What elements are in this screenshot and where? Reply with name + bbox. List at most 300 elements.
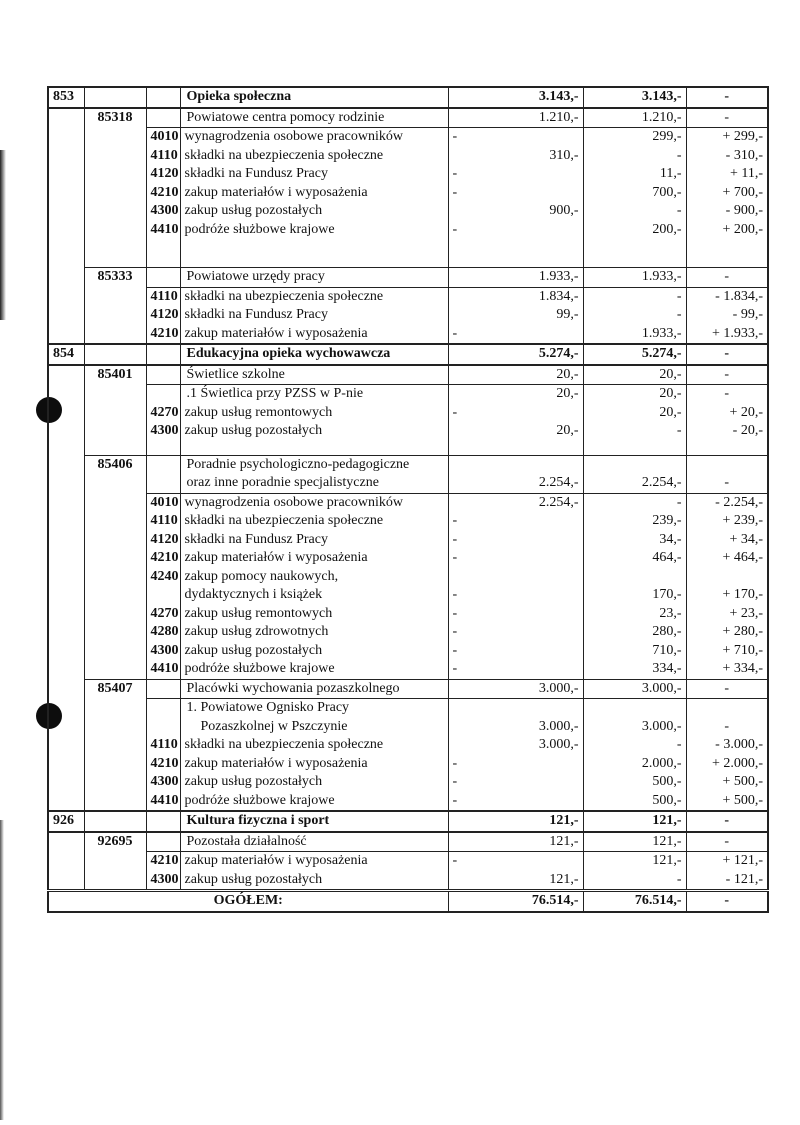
dzial-name: Kultura fizyczna i sport [180,811,448,832]
empty-cell [146,679,180,699]
rozdzial-code: 85407 [84,679,146,699]
empty-cell [48,531,84,550]
empty-cell [84,87,146,108]
empty-cell [48,512,84,531]
empty-cell [146,239,180,253]
empty-cell [48,773,84,792]
empty-cell [84,512,146,531]
budget-table-body [48,87,768,912]
dzial-code: 854 [48,344,84,365]
empty-cell [48,165,84,184]
empty-cell [84,718,146,737]
empty-cell [180,253,448,268]
amount-before: - [448,605,583,624]
paragraph-row [48,549,768,568]
paragraph-code: 4010 [146,493,180,512]
scan-edge-shadow [0,150,6,320]
empty-cell [146,344,180,365]
paragraph-row [48,202,768,221]
paragraph-code: 4300 [146,202,180,221]
amount-change: - [686,811,768,832]
total-row [48,891,768,912]
amount-change: + 239,- [686,512,768,531]
paragraph-name: zakup usług pozostałych [180,773,448,792]
amount-after: 1.210,- [583,108,686,128]
empty-cell [146,385,180,404]
amount-before: 121,- [448,832,583,852]
amount-before: - [448,512,583,531]
paragraph-code: 4410 [146,221,180,240]
empty-cell [48,852,84,871]
empty-cell [48,699,84,718]
paragraph-name: zakup materiałów i wyposażenia [180,325,448,345]
empty-cell [48,586,84,605]
amount-change: + 299,- [686,128,768,147]
paragraph-code: 4210 [146,325,180,345]
amount-before: 900,- [448,202,583,221]
amount-after: 1.933,- [583,325,686,345]
amount-after: 3.000,- [583,679,686,699]
amount-change: - [686,718,768,737]
amount-before: - [448,128,583,147]
paragraph-row [48,736,768,755]
paragraph-row [48,623,768,642]
paragraph-code: 4110 [146,147,180,166]
amount-before: 20,- [448,422,583,441]
amount-after: 280,- [583,623,686,642]
paragraph-row [48,404,768,423]
paragraph-code: 4280 [146,623,180,642]
amount-before: - [448,642,583,661]
empty-cell [48,325,84,345]
empty-cell [48,736,84,755]
total-before: 76.514,- [448,891,583,912]
empty-cell [84,568,146,587]
paragraph-row [48,605,768,624]
empty-cell [84,325,146,345]
amount-after [583,699,686,718]
paragraph-code: 4010 [146,128,180,147]
empty-cell [48,365,84,385]
paragraph-name: składki na Fundusz Pracy [180,165,448,184]
dzial-row [48,811,768,832]
empty-cell [146,441,180,456]
scan-edge-shadow [0,820,4,1120]
empty-cell [84,287,146,306]
amount-before: 121,- [448,871,583,891]
amount-after: - [583,287,686,306]
empty-cell [48,660,84,679]
amount-before: - [448,660,583,679]
empty-cell [84,852,146,871]
paragraph-row [48,147,768,166]
empty-cell [48,108,84,128]
empty-cell [180,441,448,456]
empty-cell [146,474,180,493]
paragraph-name: podróże służbowe krajowe [180,221,448,240]
amount-change: + 121,- [686,852,768,871]
paragraph-name: zakup pomocy naukowych, [180,568,448,587]
empty-cell [448,253,583,268]
empty-cell [48,679,84,699]
rozdzial-name-cont: oraz inne poradnie specjalistyczne [180,474,448,493]
amount-change: + 34,- [686,531,768,550]
rozdzial-name: Pozostała działalność [180,832,448,852]
amount-before: 3.000,- [448,718,583,737]
paragraph-name: składki na ubezpieczenia społeczne [180,512,448,531]
empty-cell [146,718,180,737]
empty-cell [84,660,146,679]
amount-after: - [583,306,686,325]
paragraph-name: wynagrodzenia osobowe pracowników [180,493,448,512]
paragraph-code: 4110 [146,512,180,531]
paragraph-row [48,493,768,512]
amount-before: - [448,184,583,203]
empty-cell [48,474,84,493]
empty-cell [48,493,84,512]
empty-cell [146,811,180,832]
budget-table [47,86,769,913]
amount-change: - [686,365,768,385]
paragraph-code: 4410 [146,792,180,812]
empty-cell [48,385,84,404]
amount-after: - [583,493,686,512]
total-label: OGÓŁEM: [48,891,448,912]
rozdzial-row [48,679,768,699]
empty-cell [48,549,84,568]
amount-change: - 900,- [686,202,768,221]
empty-cell [84,385,146,404]
paragraph-name: składki na Fundusz Pracy [180,531,448,550]
amount-after: 121,- [583,852,686,871]
rozdzial-code: 85406 [84,455,146,474]
paragraph-code: 4110 [146,287,180,306]
rozdzial-name: Powiatowe urzędy pracy [180,268,448,288]
empty-cell [84,147,146,166]
paragraph-row [48,642,768,661]
empty-cell [48,184,84,203]
paragraph-code: 4300 [146,773,180,792]
rozdzial-name: Poradnie psychologiczno-pedagogiczne [180,455,448,474]
amount-after: - [583,147,686,166]
empty-cell [48,306,84,325]
dzial-row [48,344,768,365]
amount-before: - [448,755,583,774]
paragraph-name: zakup usług pozostałych [180,202,448,221]
amount-change: + 500,- [686,773,768,792]
empty-cell [84,422,146,441]
empty-cell [48,832,84,852]
empty-cell [84,184,146,203]
paragraph-name: składki na ubezpieczenia społeczne [180,736,448,755]
amount-after: 700,- [583,184,686,203]
empty-cell [84,736,146,755]
amount-after: 239,- [583,512,686,531]
paragraph-code: 4300 [146,871,180,891]
dzial-code: 926 [48,811,84,832]
empty-cell [84,792,146,812]
paragraph-row [48,165,768,184]
paragraph-row [48,128,768,147]
paragraph-name: zakup usług pozostałych [180,871,448,891]
amount-before: 121,- [448,811,583,832]
paragraph-name: zakup usług pozostałych [180,642,448,661]
amount-after: - [583,736,686,755]
rozdzial-row [48,832,768,852]
paragraph-row [48,287,768,306]
empty-cell [583,239,686,253]
dzial-code: 853 [48,87,84,108]
amount-change: + 464,- [686,549,768,568]
amount-change: + 710,- [686,642,768,661]
amount-before: 1.210,- [448,108,583,128]
empty-cell [84,493,146,512]
empty-cell [84,699,146,718]
amount-change: + 500,- [686,792,768,812]
empty-cell [146,253,180,268]
amount-change: + 23,- [686,605,768,624]
paragraph-name: zakup usług remontowych [180,404,448,423]
rozdzial-code: 85333 [84,268,146,288]
amount-after: 334,- [583,660,686,679]
empty-cell [48,718,84,737]
empty-cell [146,455,180,474]
empty-cell [48,441,84,456]
amount-before: - [448,623,583,642]
empty-cell [84,128,146,147]
amount-before: 2.254,- [448,474,583,493]
paragraph-row [48,306,768,325]
empty-cell [84,221,146,240]
empty-cell [583,441,686,456]
amount-after: 20,- [583,385,686,404]
paragraph-row [48,660,768,679]
empty-cell [146,699,180,718]
paragraph-name: składki na ubezpieczenia społeczne [180,287,448,306]
rozdzial-name: Świetlice szkolne [180,365,448,385]
subunit-name: 1. Powiatowe Ognisko Pracy [180,699,448,718]
amount-before: 99,- [448,306,583,325]
empty-cell [583,253,686,268]
empty-cell [146,586,180,605]
empty-cell [84,871,146,891]
subunit-row [48,385,768,404]
empty-cell [146,108,180,128]
empty-cell [84,306,146,325]
amount-before: 1.834,- [448,287,583,306]
amount-change: - [686,474,768,493]
paragraph-name: zakup usług pozostałych [180,422,448,441]
amount-before: - [448,549,583,568]
empty-cell [84,165,146,184]
amount-change: - [686,108,768,128]
amount-change: - [686,268,768,288]
empty-cell [48,253,84,268]
empty-cell [48,605,84,624]
amount-after: 170,- [583,586,686,605]
paragraph-row [48,531,768,550]
amount-change: - 121,- [686,871,768,891]
amount-change [686,699,768,718]
amount-change: - [686,832,768,852]
amount-before: - [448,773,583,792]
dzial-name: Edukacyjna opieka wychowawcza [180,344,448,365]
paragraph-name: zakup usług zdrowotnych [180,623,448,642]
empty-cell [84,623,146,642]
paragraph-code: 4110 [146,736,180,755]
empty-cell [448,441,583,456]
amount-change: + 280,- [686,623,768,642]
amount-before: 3.000,- [448,679,583,699]
amount-after: 3.000,- [583,718,686,737]
amount-after: 500,- [583,773,686,792]
empty-cell [146,268,180,288]
rozdzial-name: Powiatowe centra pomocy rodzinie [180,108,448,128]
paragraph-name: zakup materiałów i wyposażenia [180,852,448,871]
amount-after [583,568,686,587]
empty-cell [48,147,84,166]
paragraph-code: 4240 [146,568,180,587]
amount-before: - [448,792,583,812]
empty-cell [48,128,84,147]
amount-before: - [448,165,583,184]
amount-after: 121,- [583,811,686,832]
empty-cell [686,253,768,268]
paragraph-code: 4120 [146,306,180,325]
amount-before: - [448,325,583,345]
amount-after: 500,- [583,792,686,812]
amount-change: + 20,- [686,404,768,423]
amount-change: - 2.254,- [686,493,768,512]
amount-change: - [686,344,768,365]
empty-cell [48,623,84,642]
empty-cell [84,344,146,365]
amount-change: + 1.933,- [686,325,768,345]
paragraph-name: zakup materiałów i wyposażenia [180,549,448,568]
empty-cell [48,871,84,891]
empty-cell [84,474,146,493]
empty-cell [84,239,146,253]
rozdzial-row [48,365,768,385]
amount-after: 2.254,- [583,474,686,493]
rozdzial-name: Placówki wychowania pozaszkolnego [180,679,448,699]
amount-after [583,455,686,474]
subunit-name-cont: Pozaszkolnej w Pszczynie [180,718,448,737]
empty-cell [48,404,84,423]
paragraph-name: zakup materiałów i wyposażenia [180,755,448,774]
paragraph-name: zakup usług remontowych [180,605,448,624]
amount-before: 1.933,- [448,268,583,288]
empty-cell [84,605,146,624]
dzial-name: Opieka społeczna [180,87,448,108]
amount-after: 20,- [583,404,686,423]
amount-before: - [448,221,583,240]
paragraph-row [48,221,768,240]
empty-cell [84,253,146,268]
paragraph-row [48,325,768,345]
empty-cell [84,642,146,661]
paragraph-row-cont [48,586,768,605]
empty-cell [146,365,180,385]
amount-before: 20,- [448,365,583,385]
paragraph-code: 4300 [146,422,180,441]
paragraph-code: 4120 [146,531,180,550]
empty-cell [84,586,146,605]
dzial-row [48,87,768,108]
amount-change: + 11,- [686,165,768,184]
empty-cell [448,239,583,253]
amount-before [448,568,583,587]
amount-change: - 99,- [686,306,768,325]
empty-cell [686,441,768,456]
paragraph-row [48,422,768,441]
amount-change: - 310,- [686,147,768,166]
amount-change: + 2.000,- [686,755,768,774]
amount-after: 710,- [583,642,686,661]
subunit-name: .1 Świetlica przy PZSS w P-nie [180,385,448,404]
amount-after: 11,- [583,165,686,184]
paragraph-code: 4300 [146,642,180,661]
amount-before: 3.143,- [448,87,583,108]
empty-cell [48,422,84,441]
amount-change: - [686,87,768,108]
paragraph-row [48,792,768,812]
amount-after: 3.143,- [583,87,686,108]
paragraph-name: podróże służbowe krajowe [180,660,448,679]
amount-after: 121,- [583,832,686,852]
amount-before: 20,- [448,385,583,404]
paragraph-code: 4210 [146,184,180,203]
paragraph-row [48,773,768,792]
paragraph-name-cont: dydaktycznych i książek [180,586,448,605]
amount-after: - [583,422,686,441]
amount-before: 3.000,- [448,736,583,755]
paragraph-code: 4270 [146,605,180,624]
amount-change: - [686,385,768,404]
amount-after: 200,- [583,221,686,240]
amount-change: - 20,- [686,422,768,441]
paragraph-code: 4210 [146,549,180,568]
paragraph-name: składki na ubezpieczenia społeczne [180,147,448,166]
empty-cell [48,755,84,774]
empty-cell [84,441,146,456]
paragraph-code: 4210 [146,852,180,871]
amount-change: + 700,- [686,184,768,203]
total-after: 76.514,- [583,891,686,912]
rozdzial-row [48,108,768,128]
amount-change: - [686,679,768,699]
paragraph-code: 4410 [146,660,180,679]
empty-cell [84,531,146,550]
spacer-row [48,441,768,456]
empty-cell [686,239,768,253]
empty-cell [48,642,84,661]
amount-after: - [583,202,686,221]
amount-before: 2.254,- [448,493,583,512]
amount-before: - [448,404,583,423]
rozdzial-row [48,455,768,474]
rozdzial-row-cont [48,474,768,493]
amount-before: 5.274,- [448,344,583,365]
amount-after: 20,- [583,365,686,385]
paragraph-row [48,755,768,774]
rozdzial-code: 92695 [84,832,146,852]
total-change: - [686,891,768,912]
paragraph-row [48,512,768,531]
empty-cell [48,455,84,474]
amount-before: - [448,531,583,550]
empty-cell [48,792,84,812]
